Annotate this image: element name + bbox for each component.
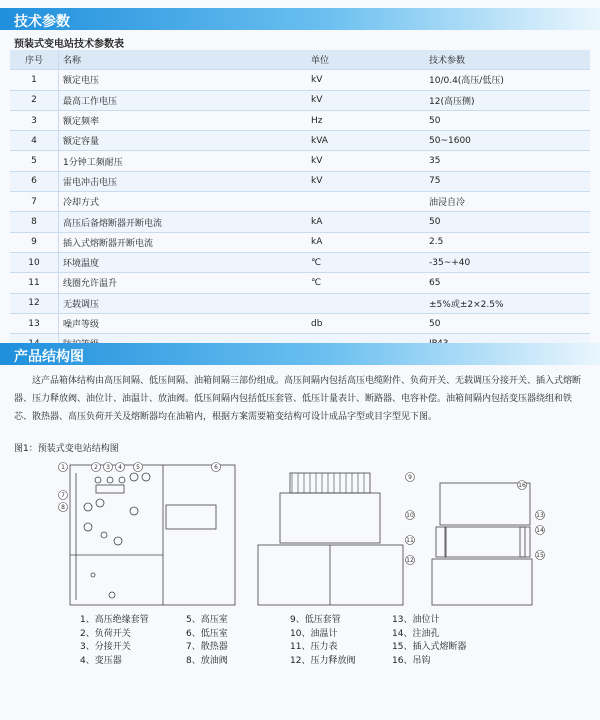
table-row [10, 192, 590, 212]
header-unit: 单位 [307, 50, 425, 70]
legend-item: 13、油位计 [392, 615, 440, 625]
row-value: 50 [425, 313, 590, 333]
legend-item: 14、注油孔 [392, 628, 440, 639]
header-value: 技术参数 [425, 50, 590, 70]
row-index: 13 [10, 313, 59, 333]
row-index: 6 [10, 171, 59, 191]
diagram-callout-number: 15 [536, 552, 544, 559]
diagram-callout-number: 14 [536, 527, 544, 534]
diagram-callout-number: 13 [536, 512, 544, 519]
row-unit: Hz [307, 110, 425, 130]
row-value: 12(高压侧) [425, 90, 590, 110]
diagram-callout-number: 11 [406, 537, 414, 544]
row-name: 1分钟工频耐压 [59, 151, 308, 171]
table-row [10, 313, 590, 333]
row-name: 额定容量 [59, 131, 308, 151]
diagram-callout-number: 8 [61, 504, 65, 511]
legend-item: 16、吊钩 [392, 655, 431, 666]
row-name: 环境温度 [59, 252, 308, 272]
legend-item: 11、压力表 [290, 642, 338, 652]
diagram-callout-number: 3 [106, 464, 110, 471]
table-row [10, 131, 590, 151]
row-value: 35 [425, 151, 590, 171]
row-value: 50 [425, 212, 590, 232]
table-header-row [10, 50, 590, 70]
row-index: 1 [10, 70, 59, 90]
row-name: 线圈允许温升 [59, 273, 308, 293]
row-unit: kV [307, 70, 425, 90]
row-index: 4 [10, 131, 59, 151]
legend-col-1 [80, 614, 149, 668]
row-value: 65 [425, 273, 590, 293]
intro-paragraph: 这产品箱体结构由高压间隔、低压间隔、油箱间隔三部份组成。高压间隔内包括高压电缆附件、负荷开关、无载调压分接开关、插入式熔断器、压力释放阀、油位计、油温计、放油阀。低压间隔内包括低压套管、低压计量表计、断路器、电容补偿。油箱间隔内包括变压器绕组和铁芯、散热器、高压负荷开关及熔断器均在油箱内，根据方案需要箱变结构可设计成品字型或目字型见下图。 [14, 376, 582, 422]
row-name: 冷却方式 [59, 192, 308, 212]
section-title: 产品结构图 [14, 349, 84, 365]
legend-item: 2、负荷开关 [80, 628, 131, 639]
row-name: 噪声等级 [59, 313, 308, 333]
row-index: 12 [10, 293, 59, 313]
row-index: 10 [10, 252, 59, 272]
row-unit [307, 192, 425, 212]
structure-diagram [0, 455, 600, 610]
diagram-callout-number: 6 [214, 464, 218, 471]
row-index: 5 [10, 151, 59, 171]
row-value: 10/0.4(高压/低压) [425, 70, 590, 90]
row-name: 雷电冲击电压 [59, 171, 308, 191]
table-row [10, 90, 590, 110]
row-value: 50 [425, 110, 590, 130]
diagram-callout-number: 4 [118, 464, 122, 471]
side-view-base [258, 545, 403, 605]
row-index: 8 [10, 212, 59, 232]
row-value: 75 [425, 171, 590, 191]
table-row [10, 273, 590, 293]
table-title: 预装式变电站技术参数表 [14, 39, 124, 50]
table-row [10, 252, 590, 272]
spec-table [10, 50, 590, 354]
row-value: 油浸自冷 [425, 192, 590, 212]
legend-col-2 [186, 614, 228, 668]
diagram-callout-number: 1 [61, 464, 65, 471]
row-index: 7 [10, 192, 59, 212]
row-index: 2 [10, 90, 59, 110]
legend-item: 7、散热器 [186, 642, 228, 652]
row-name: 最高工作电压 [59, 90, 308, 110]
diagram-callout-number: 16 [518, 482, 526, 489]
legend-item: 8、放油阀 [186, 655, 228, 666]
section-header-structure [0, 343, 600, 365]
row-value: ±5%或±2×2.5% [425, 293, 590, 313]
legend-item: 5、高压室 [186, 615, 228, 625]
row-name: 无载调压 [59, 293, 308, 313]
table-row [10, 110, 590, 130]
header-index: 序号 [10, 50, 59, 70]
row-index: 3 [10, 110, 59, 130]
right-view-base [432, 559, 532, 605]
row-unit: ℃ [307, 273, 425, 293]
row-unit: ℃ [307, 252, 425, 272]
legend-item: 15、插入式熔断器 [392, 642, 467, 652]
table-row [10, 151, 590, 171]
row-name: 额定频率 [59, 110, 308, 130]
legend-col-4 [392, 614, 466, 668]
table-row [10, 212, 590, 232]
row-name: 高压后备熔断器开断电流 [59, 212, 308, 232]
section-title: 技术参数 [14, 14, 70, 30]
row-index: 9 [10, 232, 59, 252]
diagram-callout-number: 9 [408, 474, 412, 481]
row-value: -35~+40 [425, 252, 590, 272]
legend-item: 3、分接开关 [80, 642, 131, 652]
table-row [10, 171, 590, 191]
row-index: 11 [10, 273, 59, 293]
row-unit: db [307, 313, 425, 333]
legend-item: 4、变压器 [80, 655, 122, 666]
legend-item: 9、低压套管 [290, 615, 341, 625]
row-value: 50~1600 [425, 131, 590, 151]
transformer-top [440, 483, 530, 525]
header-name: 名称 [59, 50, 308, 70]
diagram-callout-number: 10 [406, 512, 414, 519]
legend-item: 10、油温计 [290, 628, 338, 639]
diagram-callout-number: 7 [61, 492, 65, 499]
row-unit: kV [307, 171, 425, 191]
front-view-cabinet [70, 465, 235, 605]
table-row [10, 293, 590, 313]
row-unit: kVA [307, 131, 425, 151]
legend-col-3 [290, 614, 355, 668]
legend-item: 6、低压室 [186, 628, 228, 639]
diagram-callout-number: 5 [136, 464, 140, 471]
radiator-front [166, 505, 216, 529]
row-name: 插入式熔断器开断电流 [59, 232, 308, 252]
figure-label: 图1：预装式变电站结构图 [14, 444, 119, 454]
section-header-tech-params [0, 8, 600, 30]
table-row [10, 70, 590, 90]
legend-item: 1、高压绝缘套管 [80, 615, 149, 625]
diagram-callout-number: 2 [94, 464, 98, 471]
diagram-callout-number: 12 [406, 557, 414, 564]
row-unit: kA [307, 232, 425, 252]
row-unit [307, 293, 425, 313]
table-row [10, 232, 590, 252]
row-unit: kV [307, 151, 425, 171]
row-unit: kA [307, 212, 425, 232]
row-name: 额定电压 [59, 70, 308, 90]
legend-item: 12、压力释放阀 [290, 655, 356, 666]
row-unit: kV [307, 90, 425, 110]
row-value: 2.5 [425, 232, 590, 252]
